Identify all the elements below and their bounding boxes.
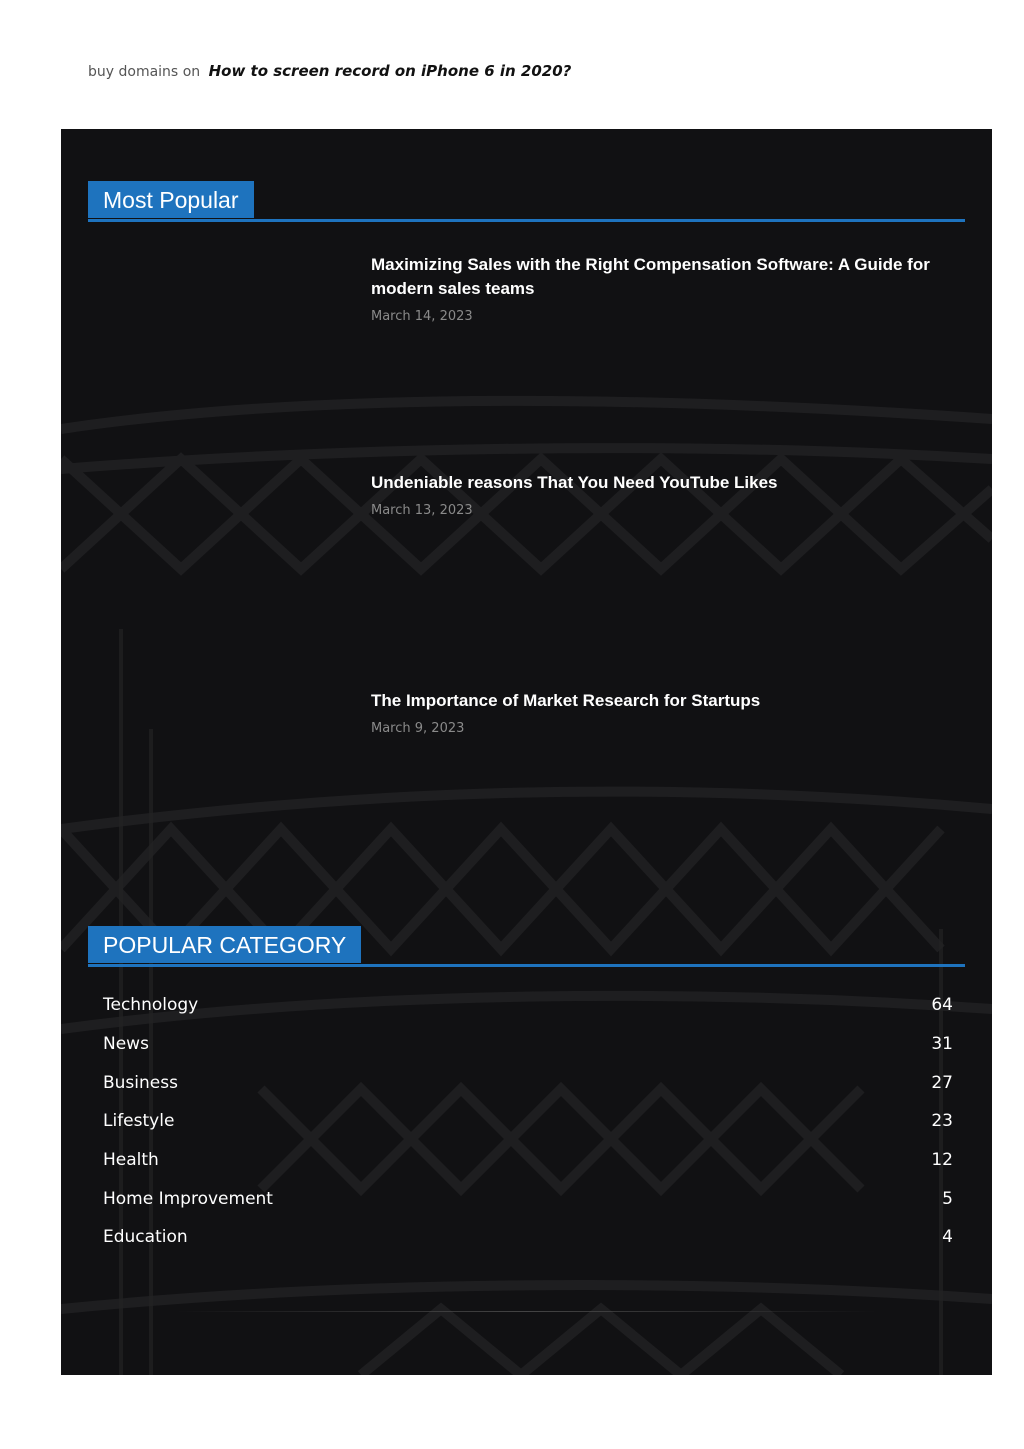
category-count: 27: [931, 1072, 953, 1093]
category-item[interactable]: [103, 986, 953, 1025]
recent-comment: [88, 62, 571, 80]
comment-post-link[interactable]: How to screen record on iPhone 6 in 2020?: [208, 62, 572, 80]
category-count: 23: [931, 1111, 953, 1132]
most-popular-title: Most Popular: [88, 181, 254, 218]
post-title-link[interactable]: The Importance of Market Research for Startups: [371, 691, 761, 710]
category-item[interactable]: [103, 1179, 953, 1218]
category-name: Home Improvement: [103, 1188, 273, 1209]
comment-connector: on: [182, 64, 201, 80]
category-item[interactable]: [103, 1063, 953, 1102]
category-name: Lifestyle: [103, 1111, 175, 1132]
popular-post: [371, 471, 951, 518]
post-date: March 13, 2023: [371, 503, 473, 518]
category-name: Health: [103, 1150, 159, 1171]
category-count: 4: [942, 1227, 953, 1248]
popular-category-header: [88, 926, 965, 967]
category-name: Technology: [103, 995, 199, 1016]
post-thumbnail[interactable]: [88, 465, 348, 635]
category-item[interactable]: [103, 1102, 953, 1141]
post-title-link[interactable]: Maximizing Sales with the Right Compensation Software: A Guide for modern sales teams: [371, 255, 930, 298]
most-popular-header: [88, 181, 965, 222]
category-item[interactable]: [103, 1218, 953, 1257]
comment-author: buy domains: [88, 64, 179, 80]
post-title-link[interactable]: Undeniable reasons That You Need YouTube Likes: [371, 473, 778, 492]
popular-post: [371, 253, 951, 324]
category-item[interactable]: [103, 1141, 953, 1180]
category-name: News: [103, 1034, 149, 1055]
post-thumbnail[interactable]: [88, 247, 348, 417]
post-date: March 14, 2023: [371, 309, 473, 324]
footer-divider: [176, 1311, 876, 1312]
category-count: 12: [931, 1150, 953, 1171]
post-date: March 9, 2023: [371, 721, 465, 736]
category-count: 64: [931, 995, 953, 1016]
footer-panel: [61, 129, 992, 1375]
category-item[interactable]: [103, 1025, 953, 1064]
category-name: Education: [103, 1227, 188, 1248]
popular-post: [371, 689, 951, 736]
category-name: Business: [103, 1072, 178, 1093]
post-thumbnail[interactable]: [88, 683, 348, 853]
category-count: 31: [931, 1034, 953, 1055]
category-list: [103, 986, 953, 1257]
category-count: 5: [942, 1188, 953, 1209]
popular-category-title: POPULAR CATEGORY: [88, 926, 361, 963]
